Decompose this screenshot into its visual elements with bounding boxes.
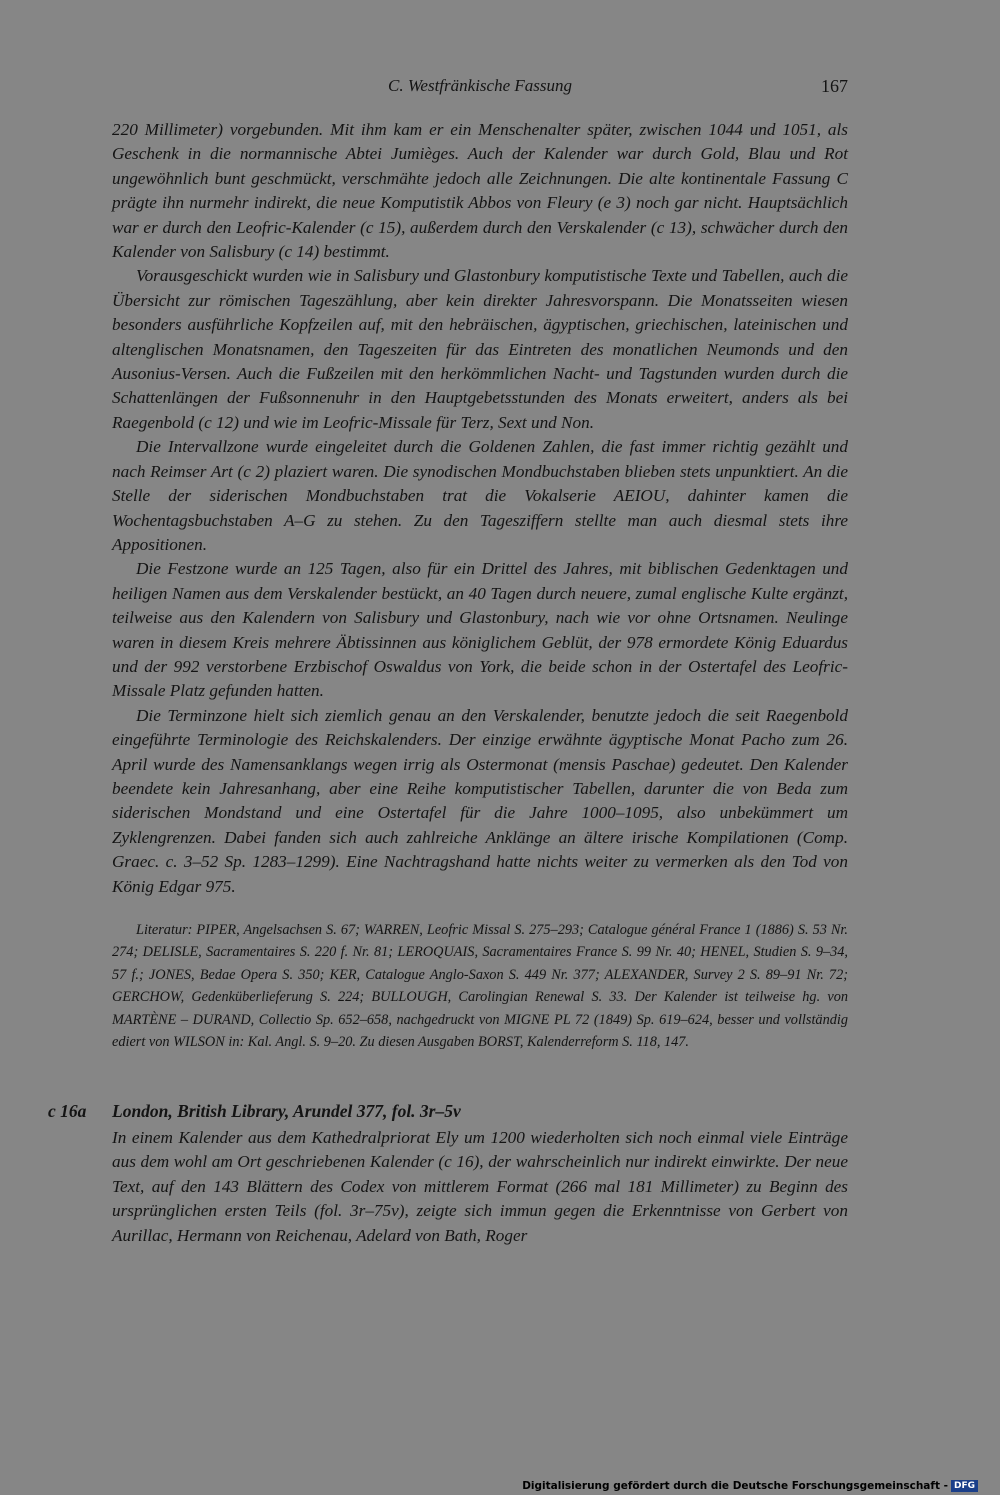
paragraph-2: Vorausgeschickt wurden wie in Salisbury und Glastonbury komputistische Texte und Tabellen, auch die Übersicht zur römischen Tageszählung, aber kein direkter Jahresvorspann. Die Monatsseiten wiesen besonders ausführliche Kopfzeilen auf, mit den hebräischen, ägyptischen, griechischen, lateinischen und altenglischen Monatsnamen, den Tageszeiten für das Eintreten des monatlichen Neumonds und den Ausonius-Versen. Auch die Fußzeilen mit den herkömmlichen Nacht- und Tagstunden wurden durch die Schattenlängen der Fußsonnenuhr in den Hauptgebetsstunden des Monats erweitert, anders als bei Raegenbold (c 12) und wie im Leofric-Missale für Terz, Sext und Non.	[112, 266, 848, 432]
literature-note: Literatur: PIPER, Angelsachsen S. 67; WARREN, Leofric Missal S. 275–293; Catalogue général France 1 (1886) S. 53 Nr. 274; DELISLE, Sacramentaires S. 220 f. Nr. 81; LEROQUAIS, Sacramentaires France S. 99 Nr. 40; HENEL, Studien S. 9–34, 57 f.; JONES, Bedae Opera S. 350; KER, Catalogue Anglo-Saxon S. 449 Nr. 377; ALEXANDER, Survey 2 S. 89–91 Nr. 72; GERCHOW, Gedenküberlieferung S. 224; BULLOUGH, Carolingian Renewal S. 33. Der Kalender ist teilweise hg. von MARTÈNE – DURAND, Collectio Sp. 652–658, nachgedruckt von MIGNE PL 72 (1849) Sp. 619–624, besser und vollständig ediert von WILSON in: Kal. Angl. S. 9–20. Zu diesen Ausgaben BORST, Kalenderreform S. 118, 147.	[112, 922, 848, 1051]
funding-footer	[522, 1479, 978, 1493]
body-text	[112, 118, 848, 899]
running-head	[112, 76, 848, 102]
entry-heading: London, British Library, Arundel 377, fol. 3r–5v	[112, 1101, 461, 1121]
page-number: 167	[821, 76, 848, 96]
paragraph-3: Die Intervallzone wurde eingeleitet durch die Goldenen Zahlen, die fast immer richtig gezählt und nach Reimser Art (c 2) plaziert waren. Die synodischen Mondbuchstaben blieben stets unpunktiert. An die Stelle der siderischen Mondbuchstaben trat die Vokalserie AEIOU, dahinter kamen die Wochentagsbuchstaben A–G zu stehen. Zu den Tagesziffern stellte man auch diesmal stets ihre Appositionen.	[112, 437, 848, 554]
entry-paragraph: In einem Kalender aus dem Kathedralpriorat Ely um 1200 wiederholten sich noch einmal viele Einträge aus dem wohl am Ort geschriebenen Kalender (c 16), der wahrscheinlich nur indirekt einwirkte. Der neue Text, auf den 143 Blättern des Codex von mittlerem Format (266 mal 181 Millimeter) zu Beginn des ursprünglichen ersten Teils (fol. 3r–75v), zeigte sich immun gegen die Erkenntnisse von Gerbert von Aurillac, Hermann von Reichenau, Adelard von Bath, Roger	[112, 1128, 848, 1245]
running-head-title: C. Westfränkische Fassung	[387, 76, 572, 95]
footer-text: Digitalisierung gefördert durch die Deutsche Forschungsgemeinschaft -	[522, 1480, 948, 1492]
paragraph-4: Die Festzone wurde an 125 Tagen, also für ein Drittel des Jahres, mit biblischen Gedenktagen und heiligen Namen aus dem Verskalender bestückt, an 40 Tagen durch neuere, zumal englische Kulte ergänzt, teilweise aus den Kalendern von Salisbury und Glastonbury, nach wie vor ohne Ortsnamen. Neulinge waren in diesem Kreis mehrere Äbtissinnen aus königlichem Geblüt, der 978 ermordete König Eduardus und der 992 verstorbene Erzbischof Oswaldus von York, die beide schon in der Ostertafel des Leofric-Missale Platz gefunden hatten.	[112, 559, 848, 701]
entry-text	[112, 1126, 848, 1248]
dfg-logo-icon: DFG	[951, 1480, 978, 1492]
paragraph-1: 220 Millimeter) vorgebunden. Mit ihm kam er ein Menschenalter später, zwischen 1044 und 1051, als Geschenk in die normannische Abtei Jumièges. Auch der Kalender war durch Gold, Blau und Rot ungewöhnlich bunt geschmückt, verschmähte jedoch alle Zeichnungen. Die alte kontinentale Fassung C prägte ihn nurmehr indirekt, die neue Komputistik Abbos von Fleury (e 3) noch gar nicht. Hauptsächlich war er durch den Leofric-Kalender (c 15), außerdem durch den Verskalender (c 13), schwächer durch den Kalender von Salisbury (c 14) bestimmt.	[112, 120, 848, 262]
entry-id: c 16a	[48, 1101, 87, 1121]
paragraph-5: Die Terminzone hielt sich ziemlich genau an den Verskalender, benutzte jedoch die seit Raegenbold eingeführte Terminologie des Reichskalenders. Der einzige erwähnte ägyptische Monat Pacho zum 26. April wurde des Namensanklangs wegen irrig als Ostermonat (mensis Paschae) gedeutet. Den Kalender beendete kein Jahresanhang, aber eine Reihe komputistischer Tabellen, darunter die von Beda zum siderischen Mondstand und eine Ostertafel für die Jahre 1000–1095, also unbekümmert um Zyklengrenzen. Dabei fanden sich auch zahlreiche Anklänge an ältere irische Kompilationen (Comp. Graec. c. 3–52 Sp. 1283–1299). Eine Nachtragshand hatte nichts weiter zu vermerken als den Tod von König Edgar 975.	[112, 705, 848, 896]
